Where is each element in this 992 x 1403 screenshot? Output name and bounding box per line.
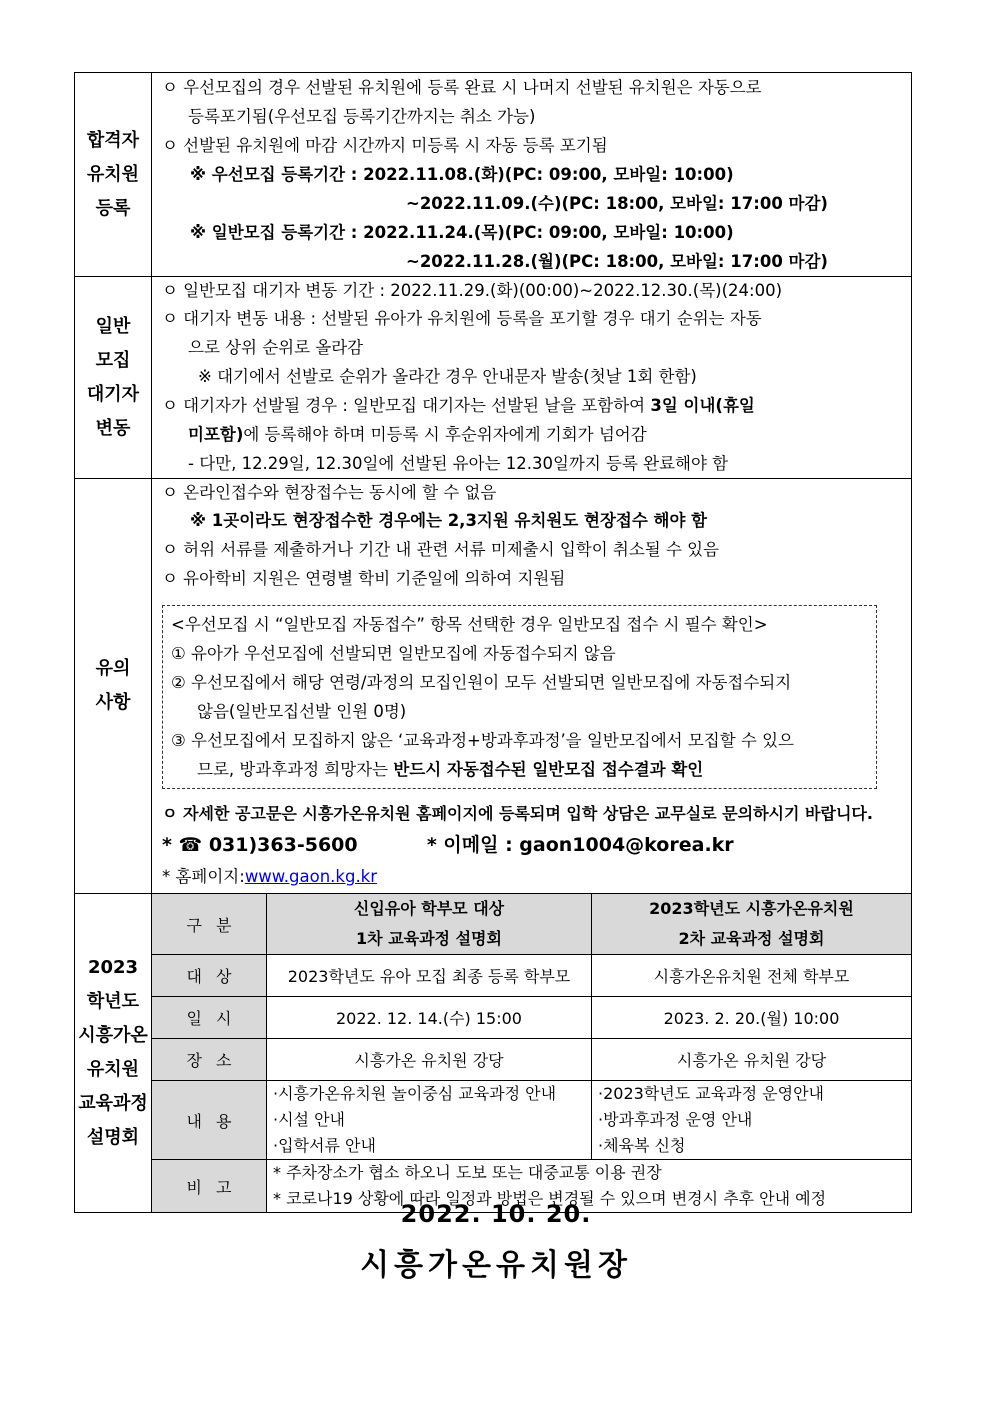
section-waitlist (75, 277, 912, 479)
section-body (152, 277, 912, 479)
table-row: 대상 2023학년도 유아 모집 최종 등록 학부모 시흥가온유치원 전체 학부모 (152, 955, 911, 997)
issue-date: 2022. 10. 20. (400, 1200, 592, 1228)
text-line: ㅇ 유아학비 지원은 연령별 학비 기준일에 의하여 지원됨 (162, 569, 566, 588)
table-row: 일시 2022. 12. 14.(수) 15:00 2023. 2. 20.(월) 10:00 (152, 997, 911, 1039)
text-line: ㅇ 대기자가 선발될 경우 : 일반모집 대기자는 선발된 날을 포함하여 3일 이내(휴일 (162, 396, 755, 415)
box-item: ② 우선모집에서 해당 연령/과정의 모집인원이 모두 선발되면 일반모집에 자동접수되지 (171, 673, 792, 692)
text-line: - 다만, 12.29일, 12.30일에 선발된 유아는 12.30일까지 등록 완료해야 함 (188, 454, 729, 473)
table-row: 비고 * 주차장소가 협소 하오니 도보 또는 대중교통 이용 권장 * 코로나19 상황에 따라 일정과 방법은 변경될 수 있으며 변경시 추후 안내 예정 (152, 1160, 911, 1213)
text-line: ㅇ 우선모집의 경우 선발된 유치원에 등록 완료 시 나머지 선발된 유치원은 자동으로 (162, 78, 762, 97)
table-row: 내용 ·시흥가온유치원 놀이중심 교육과정 안내 ·시설 안내 ·입학서류 안내 ·2023학년도 교육과정 운영안내 ·방과후과정 운영 안내 ·체육복 신청 (152, 1081, 911, 1160)
briefing-table (152, 894, 911, 1212)
box-item: ③ 우선모집에서 모집하지 않은 ‘교육과정+방과후과정’을 일반모집에서 모집할 수 있으 (171, 731, 794, 750)
section-briefing (75, 894, 912, 1213)
section-body (152, 73, 912, 277)
box-item: 않음(일반모집선발 인원 0명) (197, 702, 407, 721)
text-line: ㅇ 자세한 공고문은 시흥가온유치원 홈페이지에 등록되며 입학 상담은 교무실로 문의하시기 바랍니다. (162, 804, 873, 823)
text-line: ※ 1곳이라도 현장접수한 경우에는 2,3지원 유치원도 현장접수 해야 함 (190, 511, 708, 530)
box-item: ① 유아가 우선모집에 선발되면 일반모집에 자동접수되지 않음 (171, 644, 616, 663)
section-registration (75, 73, 912, 277)
text-line: ※ 우선모집 등록기간 : 2022.11.08.(화)(PC: 09:00, 모바일: 10:00) (190, 165, 734, 184)
notice-table (74, 72, 912, 1213)
table-header-row (152, 894, 911, 955)
text-line: ~2022.11.09.(수)(PC: 18:00, 모바일: 17:00 마감) (406, 194, 828, 213)
text-line: ※ 일반모집 등록기간 : 2022.11.24.(목)(PC: 09:00, 모바일: 10:00) (190, 223, 734, 242)
text-line: ㅇ 선발된 유치원에 마감 시간까지 미등록 시 자동 등록 포기됨 (162, 136, 608, 155)
box-item: 므로, 방과후과정 희망자는 반드시 자동접수된 일반모집 접수결과 확인 (197, 760, 704, 779)
text-line: ㅇ 대기자 변동 내용 : 선발된 유아가 유치원에 등록을 포기할 경우 대기 순위는 자동 (162, 309, 762, 328)
header-cell: 신입유아 학부모 대상 1차 교육과정 설명회 (267, 894, 592, 955)
section-label: 2023 학년도 시흥가온 유치원 교육과정 설명회 (75, 894, 152, 1213)
text-line: 으로 상위 순위로 올라감 (188, 338, 364, 357)
homepage-link[interactable]: www.gaon.kg.kr (244, 867, 378, 886)
section-notes (75, 479, 912, 894)
briefing-cell (152, 894, 912, 1213)
box-title: <우선모집 시 “일반모집 자동접수” 항목 선택한 경우 일반모집 접수 시 필수 확인> (171, 615, 768, 634)
text-line: ㅇ 허위 서류를 제출하거나 기간 내 관련 서류 미제출시 입학이 취소될 수 있음 (162, 540, 720, 559)
email-text: * 이메일 : gaon1004@korea.kr (426, 834, 734, 856)
text-line: 등록포기됨(우선모집 등록기간까지는 취소 가능) (188, 107, 536, 126)
section-label: 일반 모집 대기자 변동 (75, 277, 152, 479)
text-line: ~2022.11.28.(월)(PC: 18:00, 모바일: 17:00 마감) (406, 252, 828, 271)
text-line: 미포함)에 등록해야 하며 미등록 시 후순위자에게 기회가 넘어감 (188, 425, 647, 444)
section-body (152, 479, 912, 894)
header-cell: 구분 (152, 894, 267, 955)
section-label: 유의 사항 (75, 479, 152, 894)
signature: 시흥가온유치원장 (360, 1248, 632, 1283)
table-row: 장소 시흥가온 유치원 강당 시흥가온 유치원 강당 (152, 1039, 911, 1081)
section-label: 합격자 유치원 등록 (75, 73, 152, 277)
phone-text: * ☎ 031)363-5600 (162, 834, 358, 856)
notice-box (162, 605, 877, 789)
contact-line (162, 828, 907, 862)
text-line: ※ 대기에서 선발로 순위가 올라간 경우 안내문자 발송(첫날 1회 한함) (198, 367, 697, 386)
header-cell: 2023학년도 시흥가온유치원 2차 교육과정 설명회 (592, 894, 912, 955)
homepage-line: * 홈페이지:www.gaon.kg.kr (162, 867, 378, 886)
text-line: ㅇ 온라인접수와 현장접수는 동시에 할 수 없음 (162, 483, 497, 502)
text-line: ㅇ 일반모집 대기자 변동 기간 : 2022.11.29.(화)(00:00)~2022.12.30.(목)(24:00) (162, 281, 783, 300)
